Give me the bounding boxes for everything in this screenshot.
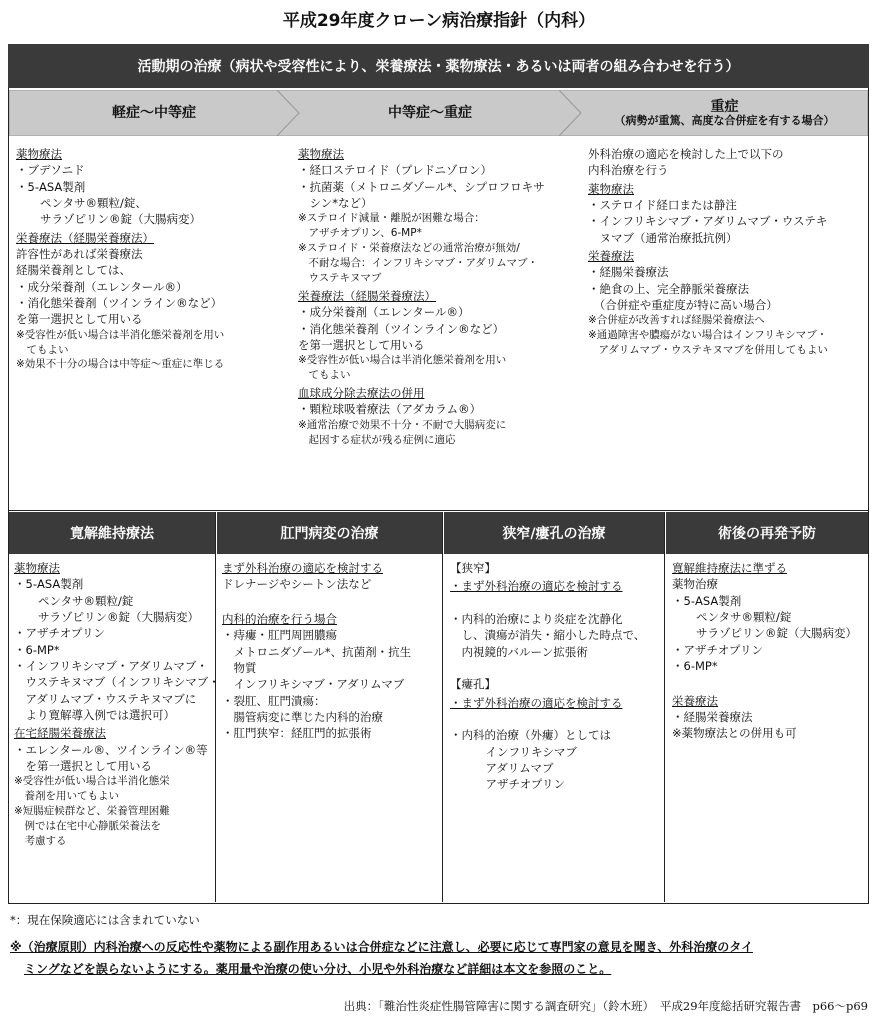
text-line: ペンタサ®顆粒/錠 (38, 593, 134, 608)
treatment-principle-line1: ※（治療原則）内科治療への反応性や薬物による副作用あるいは合併症などに注意し、必要に応じて専門家の意見を聞き、外科治療のタイ (10, 940, 753, 954)
text-line: 物質 (222, 660, 257, 675)
text-line: ・成分栄養剤（エレンタール®） (16, 279, 188, 294)
text-line: ・アザチオプリン (672, 642, 763, 657)
text-line: サラゾピリン®錠（大腸病変） (38, 609, 199, 624)
text-line: ※合併症が改善すれば経腸栄養療法へ (588, 314, 765, 327)
text-line: 許容性があれば栄養療法 (16, 246, 143, 261)
section-heading: 栄養療法 (672, 693, 718, 708)
section-heading: 栄養療法（経腸栄養療法） (298, 288, 436, 303)
text-line: ・エレンタール®、ツインライン®等 (14, 742, 208, 757)
text-line: ・成分栄養剤（エレンタール®） (298, 305, 470, 320)
text-line: シン*など） (298, 195, 373, 210)
text-line (222, 593, 440, 609)
section-divider (8, 510, 869, 511)
text-line: 薬物治療 (672, 577, 718, 592)
section-heading: 栄養療法 (588, 248, 634, 263)
text-line: てもよい (16, 343, 69, 356)
text-line: ・5-ASA製剤 (14, 577, 84, 592)
text-line: 【狭窄】 (450, 561, 496, 575)
text-line: インフリキシマブ (474, 744, 577, 759)
severe-treatment-column (588, 146, 864, 358)
text-line: を第一選択として用いる (298, 337, 425, 352)
text-line: ・顆粒球吸着療法（アダカラム®） (298, 402, 482, 417)
text-line: ・消化態栄養剤（ツインライン®など） (16, 295, 223, 310)
text-line: ・5-ASA製剤 (16, 179, 86, 194)
text-line: ドレナージやシートン法など (222, 577, 372, 592)
footnote: *：現在保険適応には含まれていない (10, 913, 200, 927)
text-line: アダリムマブ (474, 760, 554, 775)
header-stricture-fistula: 狭窄/瘻孔の治療 (444, 512, 664, 554)
text-line: ・経口ステロイド（プレドニゾロン） (298, 163, 493, 178)
section-heading: 薬物療法 (16, 147, 62, 161)
section-heading: 在宅経腸栄養療法 (14, 726, 106, 741)
section-heading: 栄養療法（経腸栄養療法） (16, 230, 154, 245)
section-heading: 薬物療法 (298, 147, 344, 161)
text-line (450, 711, 662, 727)
text-line: ・抗菌薬（メトロニダゾール*、シプロフロキサ (298, 179, 545, 194)
text-line: ※受容性が低い場合は半消化態栄 (14, 775, 170, 788)
text-line: 外科治療の適応を検討した上で以下の (588, 147, 784, 161)
stage-moderate-label: 中等症〜重症 (388, 104, 472, 121)
text-line: アザチオプリン、6-MP* (298, 227, 422, 240)
text-line: ※ステロイド・栄養療法などの通常治療が無効/ (298, 242, 520, 255)
column-divider (442, 512, 443, 902)
text-line: ※ステロイド減量・離脱が困難な場合： (298, 212, 485, 225)
text-line: ※受容性が低い場合は半消化態栄養剤を用い (16, 328, 225, 341)
stage-mild (9, 90, 299, 136)
section-heading: 薬物療法 (588, 181, 634, 196)
stage-severe-label: 重症 (710, 98, 739, 115)
text-line: ・経腸栄養療法 (672, 709, 753, 724)
text-line: ・内科的治療により炎症を沈静化 (450, 611, 623, 626)
column-divider (215, 512, 216, 902)
text-line: し、潰瘍が消失・縮小した時点で、 (450, 628, 646, 643)
text-line: ※効果不十分の場合は中等症〜重症に準じる (16, 358, 225, 371)
text-line: 養剤を用いてもよい (14, 790, 119, 803)
severity-arrow-row (9, 90, 868, 136)
section-heading: 寛解維持療法に準ずる (672, 561, 787, 575)
text-line: 内科治療を行う (588, 163, 669, 178)
section-heading: 薬物療法 (14, 561, 60, 575)
header-anal-lesion: 肛門病変の治療 (217, 512, 442, 554)
text-line: 腸管病変に準じた内科的治療 (222, 709, 383, 724)
text-line: ・インフリキシマブ・アダリムマブ・ (14, 658, 208, 673)
text-line: ヌマブ（通常治療抵抗例） (588, 230, 738, 245)
text-line: ・痔瘻・肛門周囲膿瘍 (222, 628, 337, 643)
text-line: サラゾピリン®錠（大腸病変） (40, 212, 201, 227)
source-citation: 出典：「難治性炎症性腸管障害に関する調査研究」（鈴木班） 平成29年度総括研究報告書 p66〜p69 (343, 999, 868, 1013)
text-line: ・絶食の上、完全静脈栄養療法 (588, 281, 749, 296)
section-heading: 血球成分除去療法の併用 (298, 385, 425, 400)
text-line: 考慮する (14, 834, 67, 847)
text-line: アダリムマブ・ウステキヌマブに (14, 691, 197, 706)
stage-mild-label: 軽症〜中等症 (112, 104, 196, 121)
text-line: メトロニダゾール*、抗菌剤・抗生 (222, 644, 412, 659)
text-line: ウステキヌマブ (298, 271, 382, 284)
text-line: ・アザチオプリン (14, 626, 105, 641)
text-line: サラゾピリン®錠（大腸病変） (696, 626, 857, 641)
text-line: ・裂肛、肛門潰瘍： (222, 693, 326, 708)
text-line: を第一選択として用いる (16, 312, 143, 327)
text-line: ※短腸症候群など、栄養管理困難 (14, 805, 170, 818)
text-line: 内視鏡的バルーン拡張術 (450, 644, 588, 659)
section-heading: ・まず外科治療の適応を検討する (450, 695, 623, 710)
text-line (672, 674, 866, 690)
text-line: インフリキシマブ・アダリムマブ (222, 677, 405, 692)
text-line: ・ブデソニド (16, 163, 85, 178)
header-postop: 術後の再発予防 (666, 512, 868, 554)
text-line: ・ステロイド経口または静注 (588, 197, 737, 212)
stage-severe-sublabel: （病勢が重篤、高度な合併症を有する場合） (614, 113, 835, 127)
text-line: を第一選択として用いる (14, 758, 152, 773)
text-line: ・5-ASA製剤 (672, 593, 742, 608)
text-line (450, 660, 662, 676)
section-heading: まず外科治療の適応を検討する (222, 561, 383, 575)
text-line: ※通過障害や膿瘍がない場合はインフリキシマブ・ (588, 329, 828, 342)
text-line: より寛解導入例では選択可） (14, 707, 175, 722)
mild-treatment-column (16, 146, 288, 372)
moderate-treatment-column (298, 146, 576, 447)
text-line: 起因する症状が残る症例に適応 (298, 433, 456, 446)
stage-moderate (299, 90, 561, 136)
text-line: ペンタサ®顆粒/錠、 (40, 195, 147, 210)
page-title: 平成29年度クローン病治療指針（内科） (282, 11, 596, 31)
maintenance-column (14, 560, 220, 849)
text-line: ※通常治療で効果不十分・不耐で大腸病変に (298, 418, 507, 431)
text-line: 経腸栄養剤としては、 (16, 263, 131, 278)
text-line: 不耐な場合：インフリキシマブ・アダリムマブ・ (298, 257, 539, 270)
treatment-principle-line2: ミングなどを誤らないようにする。薬用量や治療の使い分け、小児や外科治療など詳細は本文を参照のこと。 (24, 962, 612, 976)
stricture-fistula-column (450, 560, 662, 793)
text-line (450, 595, 662, 611)
header-maintenance: 寛解維持療法 (9, 512, 215, 554)
text-line: てもよい (298, 369, 351, 382)
text-line: 【瘻孔】 (450, 677, 496, 692)
active-phase-header: 活動期の治療（病状や受容性により、栄養療法・薬物療法・あるいは両者の組み合わせを行う） (8, 44, 869, 88)
text-line: ・内科的治療（外瘻）としては (450, 728, 611, 743)
text-line: ・6-MP* (14, 642, 60, 657)
column-divider (664, 512, 665, 902)
text-line: ※薬物療法との併用も可 (672, 726, 797, 741)
text-line: ウステキヌマブ（インフリキシマブ・ (14, 675, 220, 690)
text-line: ・経腸栄養療法 (588, 265, 669, 280)
section-heading: 内科的治療を行う場合 (222, 611, 337, 626)
anal-lesion-column (222, 560, 440, 742)
stage-severe (581, 90, 868, 136)
text-line: （合併症や重症度が特に高い場合） (588, 297, 778, 312)
text-line: アダリムマブ・ウステキヌマブを併用してもよい (588, 344, 828, 357)
text-line: ・消化態栄養剤（ツインライン®など） (298, 321, 505, 336)
text-line: ※受容性が低い場合は半消化態栄養剤を用い (298, 354, 507, 367)
text-line: ・6-MP* (672, 658, 718, 673)
text-line: ・インフリキシマブ・アダリムマブ・ウステキ (588, 214, 828, 229)
section-heading: ・まず外科治療の適応を検討する (450, 579, 623, 594)
text-line: 例では在宅中心静脈栄養法を (14, 819, 161, 832)
postop-column (672, 560, 866, 742)
text-line: アザチオプリン (474, 777, 565, 792)
text-line: ペンタサ®顆粒/錠 (696, 609, 792, 624)
text-line: ・肛門狭窄：経肛門的拡張術 (222, 726, 372, 741)
